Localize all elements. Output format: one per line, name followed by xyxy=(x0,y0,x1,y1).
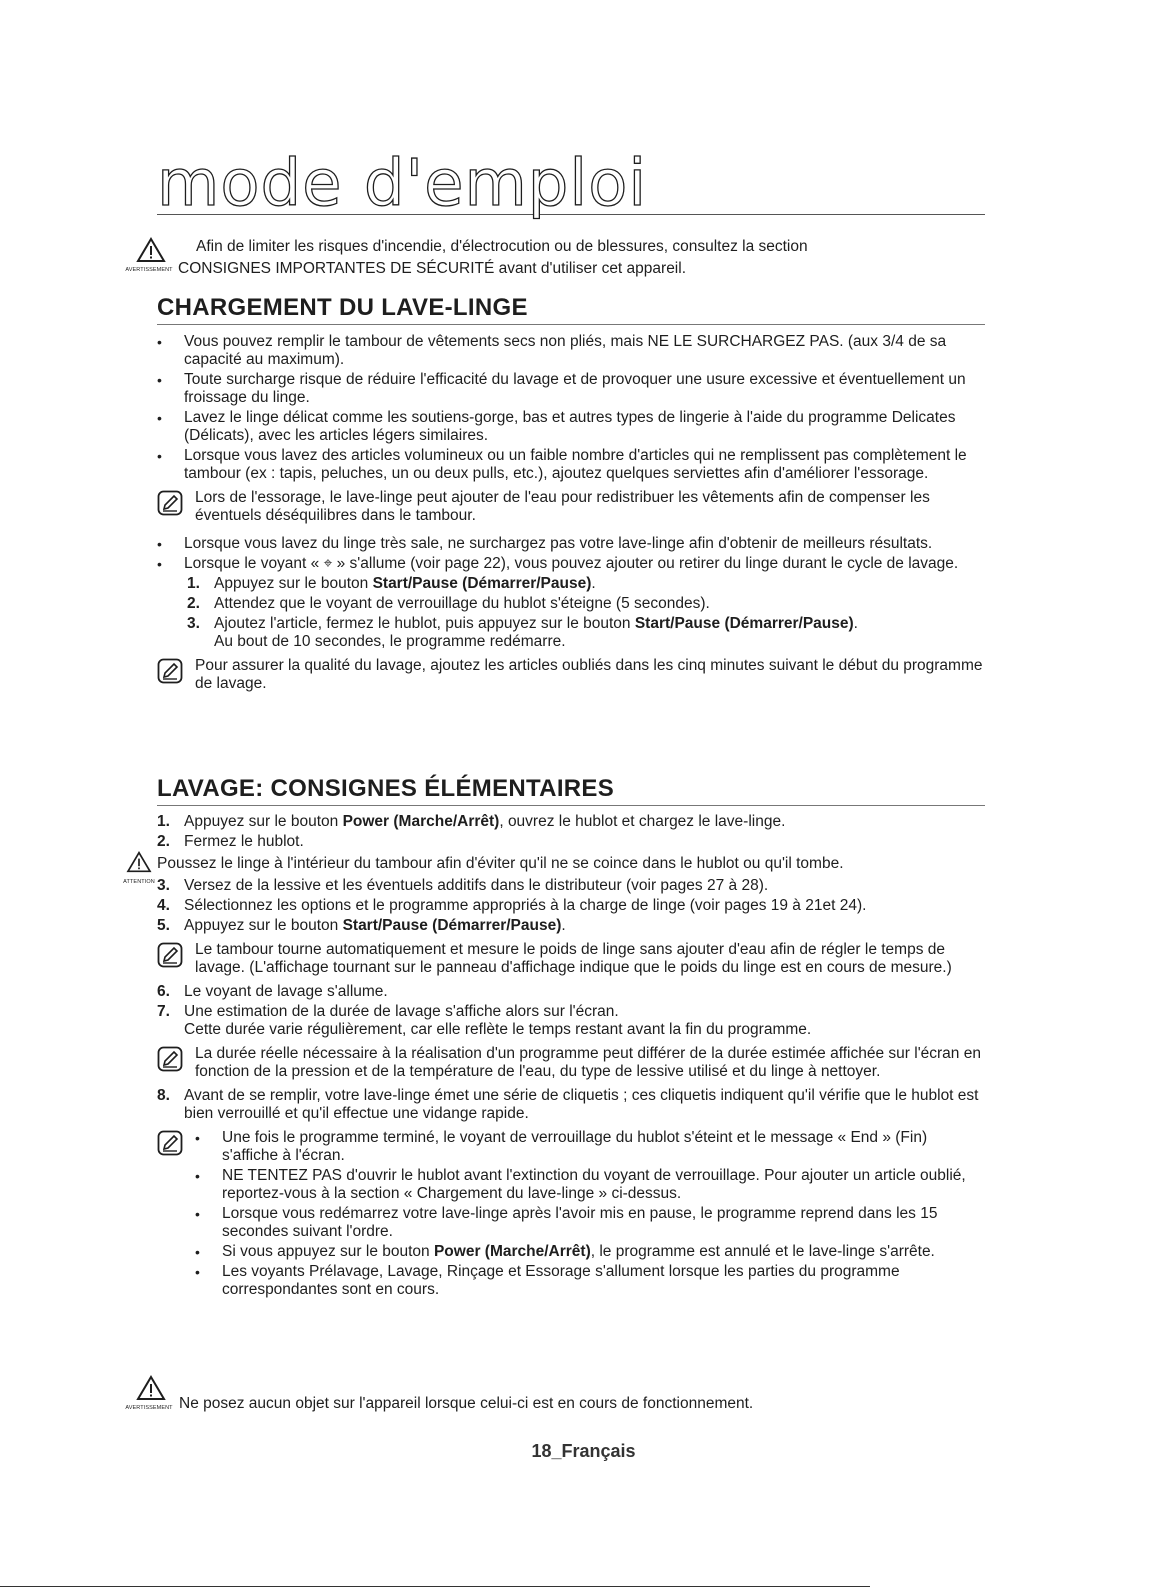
page-number: 18_Français xyxy=(531,1441,636,1461)
bullet-list xyxy=(195,1129,987,1299)
note-icon xyxy=(157,942,183,973)
section1-content xyxy=(157,333,987,693)
step-item: 2. Attendez que le voyant de verrouillage du hublot s'éteigne (5 secondes). xyxy=(187,595,710,612)
warning-line-1: Afin de limiter les risques d'incendie, d'électrocution ou de blessures, consultez la section xyxy=(196,238,808,255)
note xyxy=(157,1129,987,1299)
page-title: mode d'emploi xyxy=(157,148,985,215)
step-item: 4. Sélectionnez les options et le programme appropriés à la charge de linge (voir pages 19 à 21et 24). xyxy=(157,897,867,914)
step-item: 1. Appuyez sur le bouton Start/Pause (Démarrer/Pause). xyxy=(187,575,596,592)
step-item: 3. Versez de la lessive et les éventuels additifs dans le distributeur (voir pages 27 à 28). xyxy=(157,877,769,894)
attention-icon: ATTENTION xyxy=(117,851,161,891)
step-item: 2. Fermez le hublot. xyxy=(157,833,304,850)
step-item: 5. Appuyez sur le bouton Start/Pause (Démarrer/Pause). xyxy=(157,917,566,934)
note-icon xyxy=(157,1046,183,1077)
section-heading-chargement: CHARGEMENT DU LAVE-LINGE xyxy=(157,294,985,325)
step-list xyxy=(157,1087,987,1123)
warning-icon xyxy=(121,1375,181,1401)
step-list xyxy=(157,983,987,1039)
bullet-item: • Lorsque vous redémarrez votre lave-linge après l'avoir mis en pause, le programme reprend dans les 15 secondes suivant l'ordre. xyxy=(195,1205,987,1241)
bullet-item: • Lorsque vous lavez du linge très sale, ne surchargez pas votre lave-linge afin d'obtenir de meilleurs résultats. xyxy=(157,535,987,553)
bullet-list xyxy=(157,333,987,483)
bullet-item: • NE TENTEZ PAS d'ouvrir le hublot avant l'extinction du voyant de verrouillage. Pour ajouter un article oublié, reportez-vous à la section « Chargement du lave-linge » ci-dessus. xyxy=(195,1167,987,1203)
bullet-list xyxy=(157,535,987,573)
final-warning-text: Ne posez aucun objet sur l'appareil lorsque celui-ci est en cours de fonctionnement. xyxy=(179,1395,754,1412)
step-item: 7. Une estimation de la durée de lavage s'affiche alors sur l'écran. Cette durée varie régulièrement, car elle reflète le temps restant avant la fin du programme. xyxy=(157,1003,812,1038)
section2-content xyxy=(123,813,987,1301)
bullet-item: • Lavez le linge délicat comme les soutiens-gorge, bas et autres types de lingerie à l'aide du programme Delicates (Délicats), avec les articles légers similaires. xyxy=(157,409,987,445)
note-icon xyxy=(157,490,183,521)
note: Lors de l'essorage, le lave-linge peut ajouter de l'eau pour redistribuer les vêtements afin de compenser les éventuels déséquilibres dans le tambour. xyxy=(157,489,987,525)
bullet-item: • Toute surcharge risque de réduire l'efficacité du lavage et de provoquer une usure excessive et éventuellement un froissage du linge. xyxy=(157,371,987,407)
bullet-item: • Vous pouvez remplir le tambour de vêtements secs non pliés, mais NE LE SURCHARGEZ PAS. (aux 3/4 de sa capacité au maximum). xyxy=(157,333,987,369)
bullet-item: • Si vous appuyez sur le bouton Power (Marche/Arrêt), le programme est annulé et le lave-linge s'arrête. xyxy=(195,1243,987,1261)
step-item: 1. Appuyez sur le bouton Power (Marche/Arrêt), ouvrez le hublot et chargez le lave-linge. xyxy=(157,813,786,830)
note: Pour assurer la qualité du lavage, ajoutez les articles oubliés dans les cinq minutes suivant le début du programme de lavage. xyxy=(157,657,987,693)
step-item: 6. Le voyant de lavage s'allume. xyxy=(157,983,388,1000)
note: La durée réelle nécessaire à la réalisation d'un programme peut différer de la durée estimée affichée sur l'écran en fonction de la pression et de la température de l'eau, du type de lessive utilisé et du linge à nettoyer. xyxy=(157,1045,987,1081)
step-item: 3. Ajoutez l'article, fermez le hublot, puis appuyez sur le bouton Start/Pause (Démarrer/Pause). Au bout de 10 secondes, le programme redémarre. xyxy=(187,615,858,650)
attention-notice: ATTENTION Poussez le linge à l'intérieur du tambour afin d'éviter qu'il ne se coince dans le hublot ou qu'il tombe. xyxy=(119,855,987,873)
bullet-item: • Une fois le programme terminé, le voyant de verrouillage du hublot s'éteint et le message « End » (Fin) s'affiche à l'écran. xyxy=(195,1129,987,1165)
note: Le tambour tourne automatiquement et mesure le poids de linge sans ajouter d'eau afin de régler le temps de lavage. (L'affichage tournant sur le panneau d'affichage indique que le poids du linge est en cours de mesure.) xyxy=(157,941,987,977)
step-list xyxy=(157,575,987,651)
warning-label: AVERTISSEMENT xyxy=(125,267,173,273)
section-heading-lavage: LAVAGE: CONSIGNES ÉLÉMENTAIRES xyxy=(157,775,985,806)
bullet-item: • Les voyants Prélavage, Lavage, Rinçage et Essorage s'allument lorsque les parties du programme correspondantes sont en cours. xyxy=(195,1263,987,1299)
note-icon xyxy=(157,1130,183,1161)
warning-line-2: CONSIGNES IMPORTANTES DE SÉCURITÉ avant d'utiliser cet appareil. xyxy=(178,260,687,277)
step-list xyxy=(157,877,987,935)
bullet-item: • Lorsque le voyant « ⌖ » s'allume (voir page 22), vous pouvez ajouter ou retirer du linge durant le cycle de lavage. xyxy=(157,555,987,573)
step-list xyxy=(157,813,987,851)
warning-icon xyxy=(121,237,181,263)
step-item: 8. Avant de se remplir, votre lave-linge émet une série de cliquetis ; ces cliquetis indiquent qu'il vérifie que le hublot est bien verrouillé et qu'il effectue une vidange rapide. xyxy=(157,1087,979,1122)
note-icon xyxy=(157,658,183,689)
bullet-item: • Lorsque vous lavez des articles volumineux ou un faible nombre d'articles qui ne remplissent pas complètement le tambour (ex : tapis, peluches, un ou deux pulls, etc.), ajoutez quelques serviettes afin d'améliorer l'essorage. xyxy=(157,447,987,483)
warning-label: AVERTISSEMENT xyxy=(125,1405,173,1411)
bottom-rule xyxy=(0,1586,870,1587)
